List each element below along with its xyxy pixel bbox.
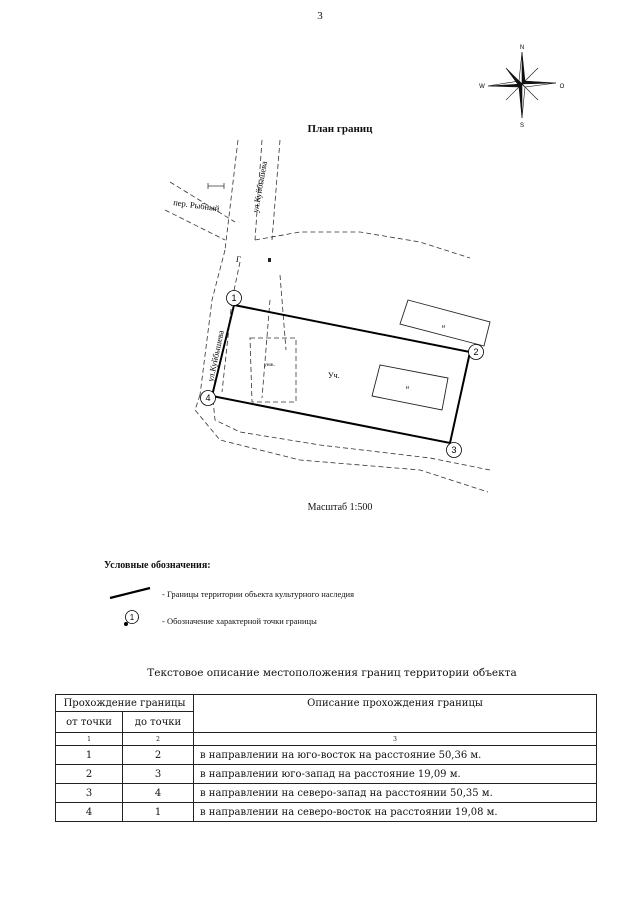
- structure-outline: [250, 338, 296, 402]
- page-number: 3: [317, 10, 323, 22]
- from-point-cell: 3: [56, 784, 123, 803]
- boundary-point-4-label: 4: [205, 393, 211, 403]
- column-number-row: [56, 733, 597, 746]
- built-label: унж.: [264, 362, 275, 368]
- column-number-cell: 1: [56, 733, 123, 746]
- table-row: [56, 765, 597, 784]
- plan-scale: Масштаб 1:500: [307, 502, 373, 513]
- street-edge: [272, 140, 280, 240]
- fence-line: [262, 300, 270, 398]
- description-cell: в направлении на юго-восток на расстояние 50,36 м.: [194, 746, 597, 765]
- plan-title: План границ: [307, 123, 373, 135]
- column-number-cell: 3: [194, 733, 597, 746]
- building-outline: [400, 300, 490, 346]
- boundary-description-table: [55, 694, 597, 822]
- description-cell: в направлении юго-запад на расстояние 19,09 м.: [194, 765, 597, 784]
- legend-title: Условные обозначения:: [104, 560, 211, 571]
- street-edge: [255, 232, 470, 258]
- header-desc-cell: Описание прохождения границы: [194, 695, 597, 733]
- header-group-cell: Прохождение границы: [56, 695, 194, 712]
- from-point-cell: 1: [56, 746, 123, 765]
- to-point-cell: 3: [123, 765, 194, 784]
- boundary-point-3-label: 3: [451, 445, 457, 455]
- to-point-cell: 2: [123, 746, 194, 765]
- lane-label: пер. Рыбный: [172, 197, 221, 214]
- building-a-label: н: [442, 324, 445, 330]
- boundary-plan-map: [140, 138, 500, 500]
- street-side-label: ул.Куйбышева: [205, 329, 226, 383]
- boundary-line-icon: [108, 586, 152, 600]
- street-edge: [213, 400, 490, 470]
- building-b-label: н: [406, 385, 409, 391]
- header-from-cell: от точки: [56, 712, 123, 733]
- fence-line: [280, 275, 286, 350]
- boundary-point-icon: [116, 609, 146, 629]
- plot-label: Уч.: [328, 371, 340, 380]
- object-boundary: [212, 305, 470, 443]
- lane-edge: [165, 210, 225, 240]
- compass-south-label: S: [519, 123, 525, 129]
- to-point-cell: 4: [123, 784, 194, 803]
- to-point-cell: 1: [123, 803, 194, 822]
- header-to-cell: до точки: [123, 712, 194, 733]
- street-top-label: ул.Куйбышева: [250, 160, 270, 214]
- compass-east-label: O: [559, 84, 565, 90]
- legend-boundary-line-text: - Границы территории объекта культурного наследия: [162, 589, 354, 599]
- boundary-point-1-label: 1: [231, 293, 237, 303]
- compass-rose-icon: [476, 38, 568, 130]
- column-number-cell: 2: [123, 733, 194, 746]
- table-row: [56, 803, 597, 822]
- street-edge: [225, 140, 238, 250]
- legend-point-number: 1: [129, 613, 135, 622]
- g-label: Г: [236, 255, 241, 264]
- compass-north-label: N: [519, 45, 525, 51]
- compass-west-label: W: [479, 84, 485, 90]
- boundary-point-2-label: 2: [473, 347, 479, 357]
- table-row: [56, 784, 597, 803]
- table-caption: Текстовое описание местоположения границ территории объекта: [147, 667, 517, 679]
- from-point-cell: 2: [56, 765, 123, 784]
- building-outline: [372, 365, 448, 410]
- description-cell: в направлении на северо-восток на расстоянии 19,08 м.: [194, 803, 597, 822]
- from-point-cell: 4: [56, 803, 123, 822]
- table-row: [56, 746, 597, 765]
- legend-point-marker-text: - Обозначение характерной точки границы: [162, 616, 317, 626]
- street-edge: [195, 395, 488, 492]
- street-edge: [222, 262, 240, 392]
- description-cell: в направлении на северо-запад на расстоянии 50,35 м.: [194, 784, 597, 803]
- table-header-row: [56, 695, 597, 712]
